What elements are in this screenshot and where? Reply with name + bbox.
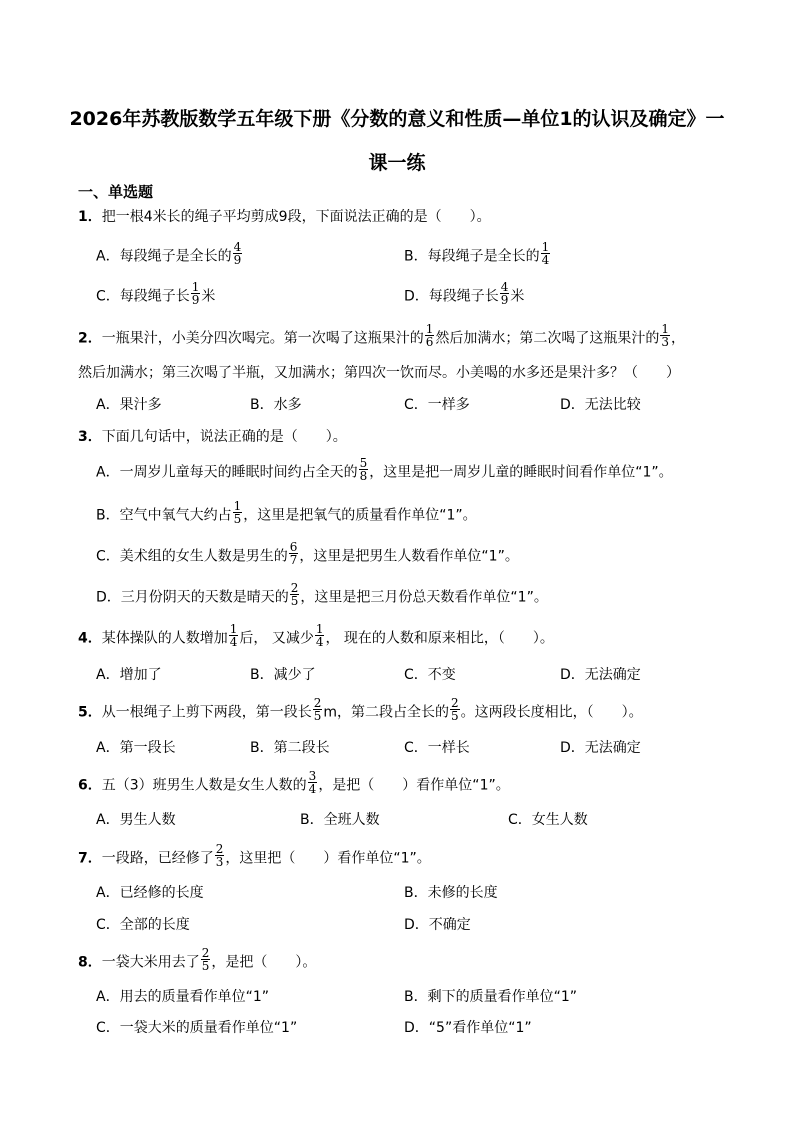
fraction-denominator: 4 [308,782,317,796]
option-label: C． [96,548,120,565]
option-text: ，这里是把男生人数看作单位“1”。 [299,548,519,565]
fraction [450,697,460,722]
option-label: D． [560,667,585,683]
fraction [315,623,325,648]
section-heading: 一、单选题 [78,183,154,201]
fraction-numerator: 2 [313,696,322,710]
question-3-option-a[interactable] [96,456,673,485]
option-text: 全部的长度 [119,917,190,933]
option-text: 无法比较 [584,397,641,413]
question-7-stem [78,842,431,871]
option-text: 第一段长 [119,740,176,756]
option-label: A． [96,248,120,265]
option-text: 每段绳子是全长的 [427,248,540,265]
fraction-denominator: 9 [191,293,200,307]
option-text: 一袋大米的质量看作单位“1” [119,1020,298,1036]
option-text: ，这里是把氧气的质量看作单位“1”。 [243,507,477,524]
question-2-option-a[interactable] [96,394,162,414]
option-text: 女生人数 [531,812,588,828]
question-5-option-a[interactable] [96,737,176,757]
option-text: 全班人数 [323,812,380,828]
question-number: 6． [78,777,102,794]
fraction [359,457,369,482]
question-5-option-c[interactable] [404,737,470,757]
question-3-option-c[interactable] [96,540,519,569]
fraction-denominator: 6 [425,335,434,349]
fraction-numerator: 4 [500,280,509,294]
page-title-line-1: 2026年苏教版数学五年级下册《分数的意义和性质—单位1的认识及确定》一 [69,108,725,130]
option-label: D． [404,917,429,933]
option-text: 空气中氧气大约占 [119,507,232,524]
question-2-option-d[interactable] [560,394,641,414]
question-number: 4． [78,630,102,647]
question-7-option-a[interactable] [96,882,204,902]
question-text: ，是把（ ）看作单位“1”。 [318,777,510,794]
option-text: 一样长 [427,740,470,756]
option-text: 每段绳子长 [428,288,499,305]
fraction-numerator: 6 [289,540,298,554]
question-1-option-b[interactable] [404,240,551,269]
question-2-stem [78,322,686,351]
question-text: 然后加满水；第二次喝了这瓶果汁的 [435,330,660,347]
fraction-numerator: 1 [661,322,670,336]
question-6-option-b[interactable] [300,809,380,829]
question-2-option-b[interactable] [250,394,302,414]
question-4-stem [78,622,554,651]
fraction [313,697,323,722]
question-number: 3． [78,429,102,445]
option-label: A． [96,812,120,828]
option-unit: 米 [510,288,525,305]
option-text: 一样多 [427,397,470,413]
question-4-option-a[interactable] [96,664,162,684]
fraction-denominator: 9 [500,293,509,307]
option-label: C． [96,917,120,933]
fraction-denominator: 5 [201,959,210,973]
fraction-denominator: 7 [289,553,298,567]
option-label: C． [404,397,428,413]
option-text: 一周岁儿童每天的睡眠时间约占全天的 [119,464,358,481]
question-8-option-a[interactable] [96,986,269,1006]
fraction-numerator: 3 [308,769,317,783]
question-text: 后， 又减少 [239,630,314,647]
question-number: 5． [78,704,102,721]
question-4-option-b[interactable] [250,664,316,684]
question-8-option-c[interactable] [96,1017,297,1037]
fraction-numerator: 1 [541,240,550,254]
question-3-stem [78,426,347,446]
question-1-option-d[interactable] [404,280,525,309]
question-3-option-b[interactable] [96,499,477,528]
fraction-numerator: 1 [315,622,324,636]
question-5-option-d[interactable] [560,737,641,757]
option-label: C． [404,667,428,683]
option-label: A． [96,989,120,1005]
option-text: 不变 [427,667,456,683]
page-title-line-2: 课一练 [368,152,426,174]
fraction [215,843,225,868]
fraction-numerator: 2 [215,842,224,856]
question-text: 一段路，已经修了 [101,850,214,867]
option-label: B． [250,397,274,413]
fraction-numerator: 5 [359,456,368,470]
fraction-numerator: 2 [290,581,299,595]
question-8-option-d[interactable] [404,1017,532,1037]
option-label: D． [560,740,585,756]
question-1-stem [78,206,491,226]
option-label: B． [404,248,428,265]
option-text: ，这里是把三月份总天数看作单位“1”。 [300,589,548,606]
fraction-denominator: 5 [290,594,299,608]
fraction [500,281,510,306]
fraction [289,541,299,566]
option-text: 果汁多 [119,397,162,413]
option-text: “5”看作单位“1” [428,1020,532,1036]
question-text: ， 现在的人数和原来相比，（ ）。 [325,630,554,647]
option-text: 减少了 [273,667,316,683]
fraction [233,500,243,525]
option-text: 第二段长 [273,740,330,756]
question-text: m，第二段占全长的 [323,704,450,721]
question-1-option-a[interactable] [96,240,243,269]
question-8-option-b[interactable] [404,986,577,1006]
fraction-denominator: 4 [541,253,550,267]
fraction [541,241,551,266]
option-text: 水多 [273,397,302,413]
option-label: C． [96,288,120,305]
option-text: 无法确定 [584,740,641,756]
option-label: A． [96,667,120,683]
question-text: ， [671,330,686,347]
option-label: A． [96,397,120,413]
option-text: ，这里是把一周岁儿童的睡眠时间看作单位“1”。 [369,464,673,481]
option-text: 不确定 [428,917,471,933]
option-label: B． [300,812,324,828]
option-text: 未修的长度 [427,885,498,901]
option-label: D． [404,288,429,305]
fraction [201,947,211,972]
option-label: B． [250,667,274,683]
option-text: 三月份阴天的天数是晴天的 [120,589,289,606]
option-label: A． [96,885,120,901]
option-text: 男生人数 [119,812,176,828]
question-5-stem [78,696,643,725]
fraction-numerator: 1 [229,622,238,636]
question-1-option-c[interactable] [96,280,216,309]
fraction-numerator: 1 [191,280,200,294]
fraction [233,241,243,266]
fraction-numerator: 2 [201,946,210,960]
fraction [191,281,201,306]
question-number: 2． [78,330,102,347]
question-2-option-c[interactable] [404,394,470,414]
question-6-stem [78,769,510,798]
fraction-numerator: 1 [425,322,434,336]
fraction-denominator: 3 [661,335,670,349]
question-4-option-c[interactable] [404,664,456,684]
question-text: 下面几句话中，说法正确的是（ ）。 [101,429,347,445]
question-text: 五（3）班男生人数是女生人数的 [101,777,307,794]
fraction-denominator: 5 [233,512,242,526]
option-text: 美术组的女生人数是男生的 [119,548,288,565]
option-text: 剩下的质量看作单位“1” [427,989,578,1005]
option-unit: 米 [201,288,216,305]
option-label: B． [250,740,274,756]
question-3-option-d[interactable] [96,581,548,610]
question-text: 。这两段长度相比，（ ）。 [460,704,643,721]
question-number: 7． [78,850,102,867]
option-label: A． [96,740,120,756]
question-7-option-c[interactable] [96,914,190,934]
option-label: C． [96,1020,120,1036]
question-8-stem [78,946,317,975]
question-4-option-d[interactable] [560,664,641,684]
option-text: 增加了 [119,667,162,683]
fraction-denominator: 5 [451,709,459,723]
fraction-numerator: 2 [451,696,459,710]
option-label: C． [508,812,532,828]
option-text: 已经修的长度 [119,885,204,901]
fraction-numerator: 4 [233,240,242,254]
option-text: 每段绳子是全长的 [119,248,232,265]
fraction-numerator: 1 [233,499,242,513]
question-6-option-c[interactable] [508,809,588,829]
fraction-denominator: 9 [233,253,242,267]
option-label: D． [560,397,585,413]
fraction-denominator: 4 [229,635,238,649]
question-7-option-d[interactable] [404,914,471,934]
option-label: B． [96,507,120,524]
question-text: 一瓶果汁，小美分四次喝完。第一次喝了这瓶果汁的 [101,330,424,347]
question-number: 8． [78,954,102,971]
option-label: A． [96,464,120,481]
option-label: C． [404,740,428,756]
fraction [425,323,435,348]
question-text: ，这里把（ ）看作单位“1”。 [225,850,431,867]
fraction-denominator: 3 [215,855,224,869]
question-text: 从一根绳子上剪下两段，第一段长 [101,704,312,721]
question-text: ，是把（ ）。 [211,954,317,971]
question-number: 1． [78,209,102,225]
question-5-option-b[interactable] [250,737,330,757]
fraction-denominator: 8 [359,469,368,483]
question-7-option-b[interactable] [404,882,498,902]
option-text: 用去的质量看作单位“1” [119,989,269,1005]
fraction-denominator: 4 [315,635,324,649]
option-text: 每段绳子长 [119,288,190,305]
option-label: B． [404,989,428,1005]
fraction-denominator: 5 [313,709,322,723]
option-label: B． [404,885,428,901]
question-text: 一袋大米用去了 [101,954,200,971]
question-text: 把一根4米长的绳子平均剪成9段，下面说法正确的是（ ）。 [101,209,491,225]
question-text: 某体操队的人数增加 [101,630,228,647]
option-text: 无法确定 [584,667,641,683]
question-6-option-a[interactable] [96,809,176,829]
question-2-stem-line-2: 然后加满水；第三次喝了半瓶，又加满水；第四次一饮而尽。小美喝的水多还是果汁多？（ ） [78,365,680,381]
fraction [308,770,318,795]
option-label: D． [96,589,121,606]
fraction [229,623,239,648]
fraction [660,323,670,348]
option-label: D． [404,1020,429,1036]
fraction [290,582,300,607]
